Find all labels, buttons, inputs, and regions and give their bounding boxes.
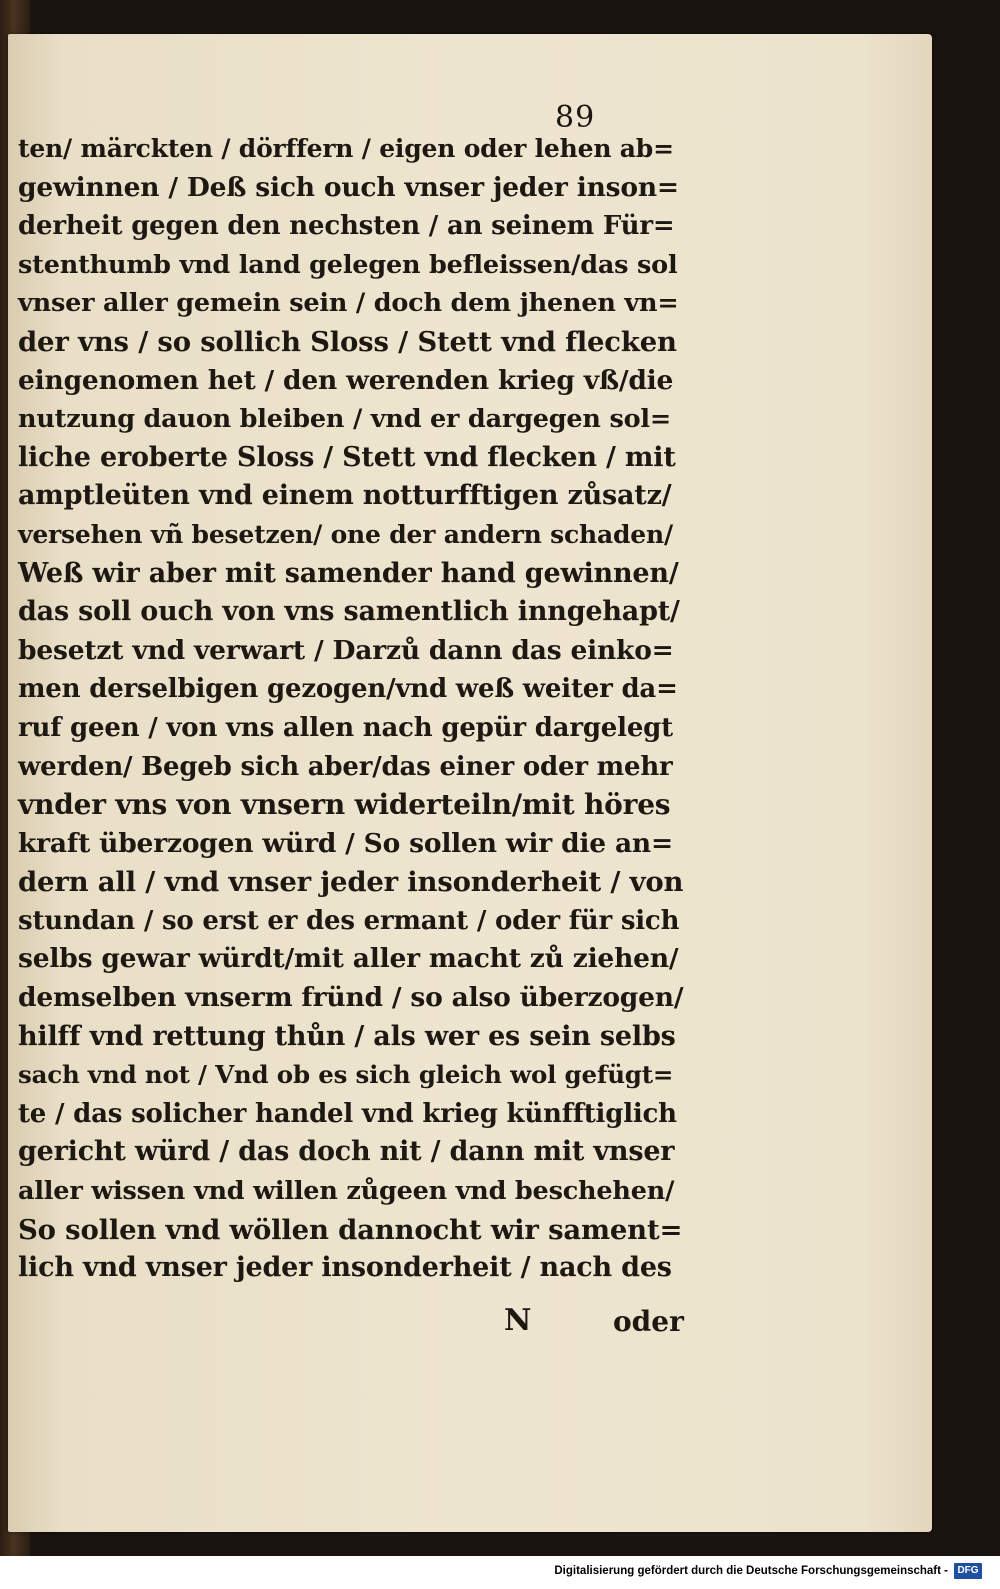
text-line: stenthumb vnd land gelegen befleissen/das sol (18, 249, 678, 280)
signature-mark: N (504, 1303, 532, 1338)
text-line: gewinnen / Deß sich ouch vnser jeder inson= (18, 171, 679, 203)
text-block (18, 130, 683, 1288)
text-line: liche eroberte Sloss / Stett vnd flecken / mit (18, 441, 676, 473)
text-line: der vns / so sollich Sloss / Stett vnd flecken (18, 325, 677, 358)
text-line: te / das solicher handel vnd krieg künfftiglich (18, 1098, 677, 1129)
text-line: gericht würd / das doch nit / dann mit vnser (18, 1136, 675, 1168)
text-line: dern all / vnd vnser jeder insonderheit / von (18, 866, 684, 899)
text-line: ruf geen / von vns allen nach gepür dargelegt (18, 712, 673, 743)
text-line: vnser aller gemein sein / doch dem jhenen vn= (18, 288, 679, 319)
text-line: vnder vns von vnsern widerteiln/mit höres (18, 788, 671, 822)
text-line: das soll ouch von vns samentlich inngehapt/ (18, 596, 680, 628)
text-line: nutzung dauon bleiben / vnd er dargegen sol= (18, 404, 672, 435)
text-line: lich vnd vnser jeder insonderheit / nach des (18, 1252, 672, 1284)
text-line: ten/ märckten / dörffern / eigen oder lehen ab= (18, 134, 674, 163)
text-line: men derselbigen gezogen/vnd weß weiter da= (18, 674, 678, 705)
text-line: sach vnd not / Vnd ob es sich gleich wol gefügt= (18, 1060, 674, 1090)
text-line: besetzt vnd verwart / Darzů dann das einko= (18, 634, 674, 666)
text-line: eingenomen het / den werenden krieg vß/die (18, 364, 674, 396)
text-line: derheit gegen den nechsten / an seinem Für= (18, 211, 675, 242)
text-line: hilff vnd rettung thůn / als wer es sein selbs (18, 1020, 676, 1052)
dfg-logo: DFG (954, 1563, 982, 1579)
catchword: oder (613, 1305, 684, 1338)
text-line: So sollen vnd wöllen dannocht wir sament= (18, 1213, 683, 1246)
page-footer (468, 1303, 684, 1343)
text-line: kraft überzogen würd / So sollen wir die an= (18, 827, 673, 859)
text-line: selbs gewar würdt/mit aller macht zů ziehen/ (18, 943, 679, 975)
text-line: aller wissen vnd willen zůgeen vnd beschehen/ (18, 1176, 675, 1207)
text-line: demselben vnserm fründ / so also überzogen/ (18, 982, 684, 1014)
text-line: stundan / so erst er des ermant / oder für sich (18, 905, 680, 936)
credit-bar (0, 1556, 1000, 1589)
text-line: werden/ Begeb sich aber/das einer oder mehr (18, 751, 673, 782)
text-line: versehen vñ besetzen/ one der andern schaden/ (18, 519, 673, 549)
credit-text: Digitalisierung gefördert durch die Deutsche Forschungsgemeinschaft - (554, 1565, 948, 1577)
text-line: amptleüten vnd einem notturfftigen zůsatz/ (18, 480, 672, 512)
text-line: Weß wir aber mit samender hand gewinnen/ (18, 557, 679, 589)
page-number: 89 (555, 100, 596, 135)
